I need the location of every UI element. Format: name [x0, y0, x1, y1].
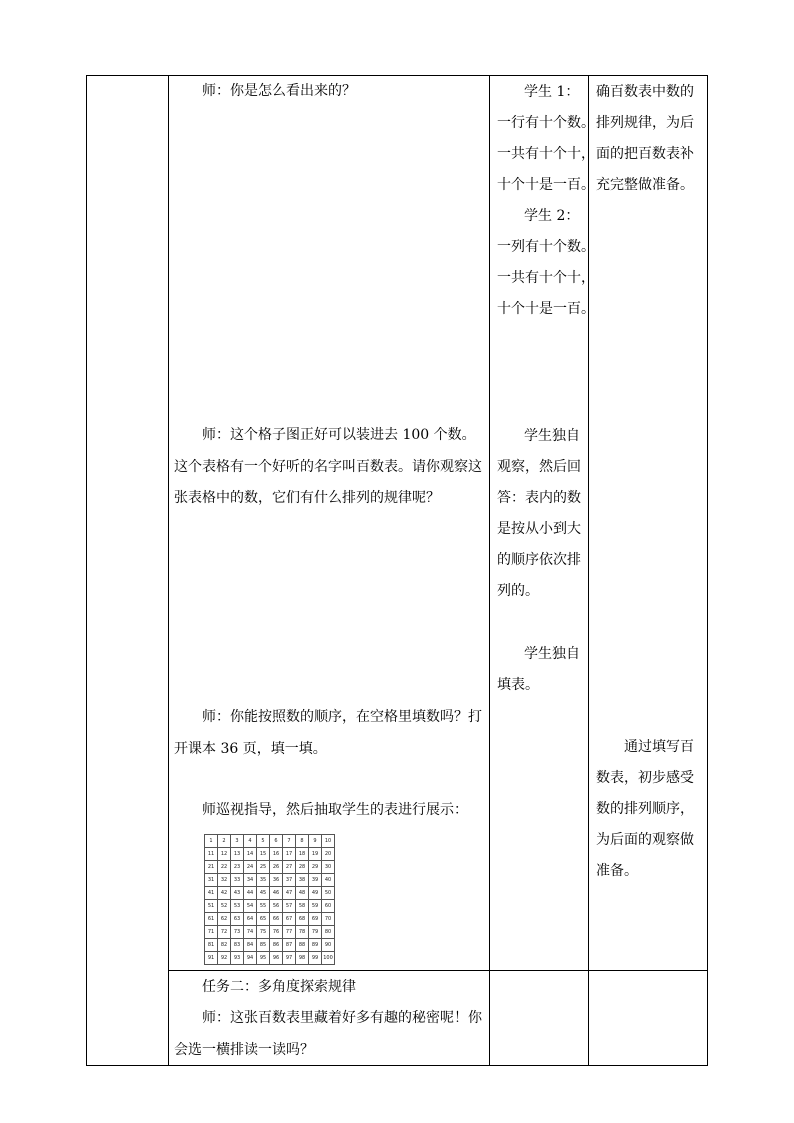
hundred-chart-cell: 67	[283, 913, 296, 926]
student-observe-line: 观察，然后回	[497, 459, 581, 475]
hundred-chart-cell: 17	[283, 848, 296, 861]
hundred-chart-cell: 37	[283, 874, 296, 887]
hundred-chart-cell: 54	[244, 900, 257, 913]
hundred-chart-cell: 73	[231, 926, 244, 939]
student-observe-line: 学生独自	[524, 428, 580, 444]
hundred-chart-cell: 49	[309, 887, 322, 900]
hundred-chart-cell: 69	[309, 913, 322, 926]
hundred-chart-cell: 72	[218, 926, 231, 939]
intent-line: 数的排列顺序，	[596, 801, 694, 817]
hundred-chart-cell: 79	[309, 926, 322, 939]
hundred-chart-cell: 1	[205, 835, 218, 848]
hundred-chart-cell: 22	[218, 861, 231, 874]
hundred-chart-cell: 50	[322, 887, 335, 900]
hundred-chart-cell: 92	[218, 952, 231, 965]
hundred-chart-cell: 81	[205, 939, 218, 952]
hundred-chart-cell: 46	[270, 887, 283, 900]
hundred-chart-cell: 13	[231, 848, 244, 861]
hundred-chart-cell: 26	[270, 861, 283, 874]
hundred-chart-cell: 80	[322, 926, 335, 939]
hundred-chart-cell: 48	[296, 887, 309, 900]
table-left-border	[86, 75, 87, 1066]
hundred-chart-cell: 100	[322, 952, 335, 965]
intent-line: 确百数表中数的	[596, 84, 694, 100]
hundred-chart-cell: 3	[231, 835, 244, 848]
hundred-chart-cell: 59	[309, 900, 322, 913]
hundred-chart-cell: 95	[257, 952, 270, 965]
hundred-chart-cell: 12	[218, 848, 231, 861]
hundred-chart-row	[205, 848, 335, 861]
hundred-chart-cell: 32	[218, 874, 231, 887]
hundred-chart-row	[205, 952, 335, 965]
hundred-chart-cell: 86	[270, 939, 283, 952]
hundred-chart-cell: 7	[283, 835, 296, 848]
intent-line: 数表，初步感受	[596, 770, 694, 786]
hundred-chart-cell: 68	[296, 913, 309, 926]
hundred-chart-cell: 31	[205, 874, 218, 887]
intent-line: 排列规律，为后	[596, 115, 694, 131]
hundred-chart-cell: 9	[309, 835, 322, 848]
intent-line: 通过填写百	[624, 739, 694, 755]
hundred-chart-cell: 57	[283, 900, 296, 913]
hundred-chart-cell: 61	[205, 913, 218, 926]
hundred-chart-row	[205, 926, 335, 939]
hundred-chart-cell: 47	[283, 887, 296, 900]
student-observe-line: 答：表内的数	[497, 490, 581, 506]
hundred-chart-cell: 70	[322, 913, 335, 926]
hundred-chart-cell: 25	[257, 861, 270, 874]
student-answer-line: 十个十是一百。	[497, 301, 595, 317]
column-divider-2	[489, 75, 490, 1066]
hundred-chart-cell: 14	[244, 848, 257, 861]
hundred-chart-cell: 11	[205, 848, 218, 861]
hundred-chart-cell: 56	[270, 900, 283, 913]
hundred-chart-cell: 18	[296, 848, 309, 861]
hundred-chart-cell: 41	[205, 887, 218, 900]
hundred-chart-cell: 84	[244, 939, 257, 952]
hundred-chart-cell: 21	[205, 861, 218, 874]
hundred-chart-cell: 2	[218, 835, 231, 848]
intent-line: 为后面的观察做	[596, 832, 694, 848]
hundred-chart-cell: 91	[205, 952, 218, 965]
hundred-chart-row	[205, 900, 335, 913]
hundred-chart-cell: 34	[244, 874, 257, 887]
student-answer-line: 一共有十个十，	[497, 270, 595, 286]
hundred-chart-cell: 23	[231, 861, 244, 874]
intent-line: 面的把百数表补	[596, 146, 694, 162]
hundred-chart-row	[205, 939, 335, 952]
hundred-chart-cell: 97	[283, 952, 296, 965]
teacher-task-two-question: 师：这张百数表里藏着好多有趣的秘密呢！你会选一横排读一读吗？	[174, 1010, 482, 1058]
hundred-chart-cell: 99	[309, 952, 322, 965]
hundred-chart-row	[205, 913, 335, 926]
hundred-chart-cell: 85	[257, 939, 270, 952]
student-answer-line: 学生 2：	[524, 208, 580, 224]
student-answer-line: 十个十是一百。	[497, 177, 595, 193]
hundred-chart-cell: 77	[283, 926, 296, 939]
hundred-chart-cell: 24	[244, 861, 257, 874]
hundred-chart-cell: 65	[257, 913, 270, 926]
hundred-chart-cell: 51	[205, 900, 218, 913]
hundred-chart-row	[205, 835, 335, 848]
hundred-chart-cell: 88	[296, 939, 309, 952]
student-answer-line: 一列有十个数。	[497, 239, 595, 255]
hundred-chart-cell: 20	[322, 848, 335, 861]
hundred-chart-cell: 16	[270, 848, 283, 861]
hundred-chart-cell: 10	[322, 835, 335, 848]
student-answer-line: 一共有十个十，	[497, 146, 595, 162]
hundred-chart-cell: 58	[296, 900, 309, 913]
hundred-chart-cell: 8	[296, 835, 309, 848]
teacher-hundred-chart-intro: 师：这个格子图正好可以装进去 100 个数。这个表格有一个好听的名字叫百数表。请你观察这张表格中的数，它们有什么排列的规律呢？	[174, 427, 482, 506]
hundred-chart-row	[205, 887, 335, 900]
hundred-chart-row	[205, 861, 335, 874]
hundred-chart-cell: 43	[231, 887, 244, 900]
student-fill-line: 填表。	[497, 677, 539, 693]
table-right-border	[707, 75, 708, 1066]
hundred-chart-cell: 38	[296, 874, 309, 887]
student-observe-line: 列的。	[497, 583, 539, 599]
teacher-fill-in-instruction: 师：你能按照数的顺序，在空格里填数吗？打开课本 36 页，填一填。	[174, 709, 482, 757]
hundred-chart-cell: 90	[322, 939, 335, 952]
hundred-chart-cell: 35	[257, 874, 270, 887]
hundred-chart	[204, 834, 335, 965]
hundred-chart-cell: 78	[296, 926, 309, 939]
hundred-chart-cell: 52	[218, 900, 231, 913]
hundred-chart-cell: 40	[322, 874, 335, 887]
task-two-title: 任务二：多角度探索规律	[202, 979, 356, 995]
hundred-chart-cell: 28	[296, 861, 309, 874]
hundred-chart-cell: 44	[244, 887, 257, 900]
student-observe-line: 的顺序依次排	[497, 552, 581, 568]
hundred-chart-cell: 62	[218, 913, 231, 926]
hundred-chart-cell: 39	[309, 874, 322, 887]
hundred-chart-cell: 89	[309, 939, 322, 952]
hundred-chart-cell: 98	[296, 952, 309, 965]
hundred-chart-cell: 29	[309, 861, 322, 874]
student-fill-line: 学生独自	[524, 646, 580, 662]
hundred-chart-cell: 96	[270, 952, 283, 965]
hundred-chart-cell: 55	[257, 900, 270, 913]
hundred-chart-cell: 76	[270, 926, 283, 939]
hundred-chart-cell: 63	[231, 913, 244, 926]
teacher-question-1: 师：你是怎么看出来的？	[202, 83, 356, 99]
hundred-chart-cell: 33	[231, 874, 244, 887]
hundred-chart-cell: 19	[309, 848, 322, 861]
intent-line: 充完整做准备。	[596, 177, 694, 193]
hundred-chart-cell: 45	[257, 887, 270, 900]
hundred-chart-cell: 64	[244, 913, 257, 926]
hundred-chart-cell: 15	[257, 848, 270, 861]
intent-line: 准备。	[596, 863, 638, 879]
hundred-chart-cell: 66	[270, 913, 283, 926]
hundred-chart-cell: 71	[205, 926, 218, 939]
hundred-chart-cell: 36	[270, 874, 283, 887]
hundred-chart-cell: 83	[231, 939, 244, 952]
student-observe-line: 是按从小到大	[497, 521, 581, 537]
hundred-chart-cell: 53	[231, 900, 244, 913]
hundred-chart-cell: 6	[270, 835, 283, 848]
student-answer-line: 一行有十个数。	[497, 115, 595, 131]
teacher-display-note: 师巡视指导，然后抽取学生的表进行展示：	[202, 802, 468, 818]
hundred-chart-cell: 30	[322, 861, 335, 874]
hundred-chart-cell: 94	[244, 952, 257, 965]
hundred-chart-cell: 74	[244, 926, 257, 939]
hundred-chart-cell: 5	[257, 835, 270, 848]
hundred-chart-cell: 82	[218, 939, 231, 952]
hundred-chart-cell: 4	[244, 835, 257, 848]
row-divider	[168, 970, 708, 971]
hundred-chart-row	[205, 874, 335, 887]
hundred-chart-cell: 42	[218, 887, 231, 900]
hundred-chart-cell: 27	[283, 861, 296, 874]
hundred-chart-cell: 93	[231, 952, 244, 965]
column-divider-1	[168, 75, 169, 1066]
hundred-chart-cell: 87	[283, 939, 296, 952]
student-answer-line: 学生 1：	[524, 84, 580, 100]
hundred-chart-cell: 75	[257, 926, 270, 939]
hundred-chart-cell: 60	[322, 900, 335, 913]
column-divider-3	[588, 75, 589, 1066]
